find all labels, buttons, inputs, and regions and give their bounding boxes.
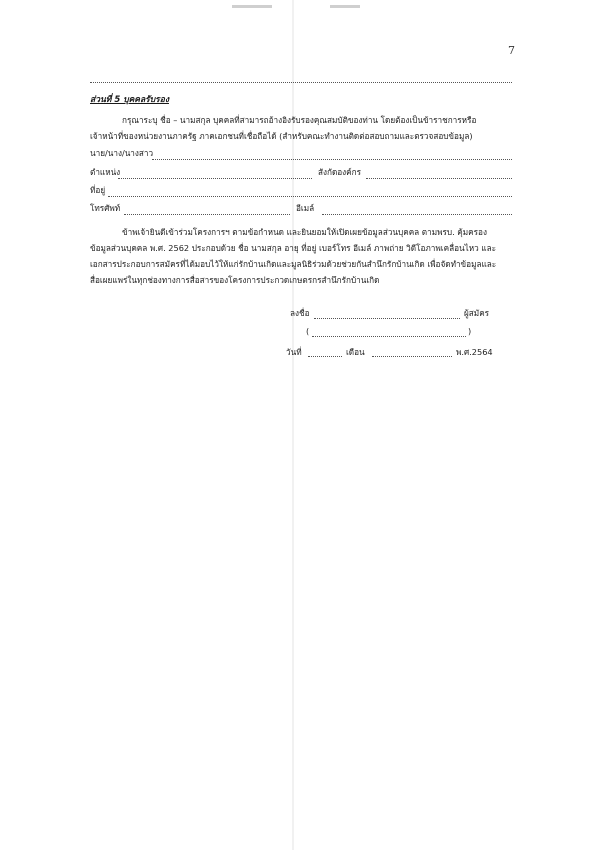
open-paren: ( xyxy=(306,326,310,336)
page-number: 7 xyxy=(508,44,515,57)
position-label: ตำแหน่ง xyxy=(90,167,121,177)
affiliation-label: สังกัดองค์กร xyxy=(318,167,362,177)
phone-label: โทรศัพท์ xyxy=(90,203,121,213)
date-label: วันที่ xyxy=(286,347,302,357)
applicant-label: ผู้สมัคร xyxy=(464,308,490,318)
month-field[interactable] xyxy=(372,356,452,357)
address-label: ที่อยู่ xyxy=(90,185,106,195)
position-field[interactable] xyxy=(118,178,312,179)
year-label: พ.ศ.2564 xyxy=(456,347,493,357)
printed-name-field[interactable] xyxy=(312,336,466,337)
scan-artifact xyxy=(330,5,360,8)
affiliation-field[interactable] xyxy=(366,178,512,179)
close-paren: ) xyxy=(468,326,472,336)
signature-field[interactable] xyxy=(314,318,460,319)
consent-line-1: ข้าพเจ้ายินดีเข้าร่วมโครงการฯ ตามข้อกำหนด และยินยอมให้เปิดเผยข้อมูลส่วนบุคคล ตามพรบ. คุ้มครอง xyxy=(122,227,487,237)
address-field[interactable] xyxy=(108,196,512,197)
email-field[interactable] xyxy=(322,214,512,215)
consent-line-4: สื่อเผยแพร่ในทุกช่องทางการสื่อสารของโครงการประกวดเกษตรกรสำนึกรักบ้านเกิด xyxy=(90,275,380,285)
scan-artifact xyxy=(232,5,272,8)
sign-label: ลงชื่อ xyxy=(290,308,310,318)
intro-line-1: กรุณาระบุ ชื่อ – นามสกุล บุคคลที่สามารถอ้างอิงรับรองคุณสมบัติของท่าน โดยต้องเป็นข้าราชการหรือ xyxy=(122,115,477,125)
consent-line-2: ข้อมูลส่วนบุคคล พ.ศ. 2562 ประกอบด้วย ชื่อ นามสกุล อายุ ที่อยู่ เบอร์โทร อีเมล์ ภาพถ่าย วิดีโอภาพเคลื่อนไหว และ xyxy=(90,243,497,253)
phone-field[interactable] xyxy=(124,214,290,215)
top-dotted-line xyxy=(90,82,512,83)
intro-line-2: เจ้าหน้าที่ของหน่วยงานภาครัฐ ภาคเอกชนที่เชื่อถือได้ (สำหรับคณะทำงานติดต่อสอบถามและตรวจสอบข้อมูล) xyxy=(90,131,473,141)
consent-line-3: เอกสารประกอบการสมัครที่ได้มอบไว้ให้แก่รักบ้านเกิดและมูลนิธิร่วมด้วยช่วยกันสำนึกรักบ้านเกิด เพื่อจัดทำข้อมูลและ xyxy=(90,259,497,269)
section-title: ส่วนที่ 5 บุคคลรับรอง xyxy=(90,95,169,105)
name-field[interactable] xyxy=(152,159,512,160)
day-field[interactable] xyxy=(308,356,342,357)
email-label: อีเมล์ xyxy=(296,203,315,213)
name-label: นาย/นาง/นางสาว xyxy=(90,148,154,158)
month-label: เดือน xyxy=(346,347,365,357)
